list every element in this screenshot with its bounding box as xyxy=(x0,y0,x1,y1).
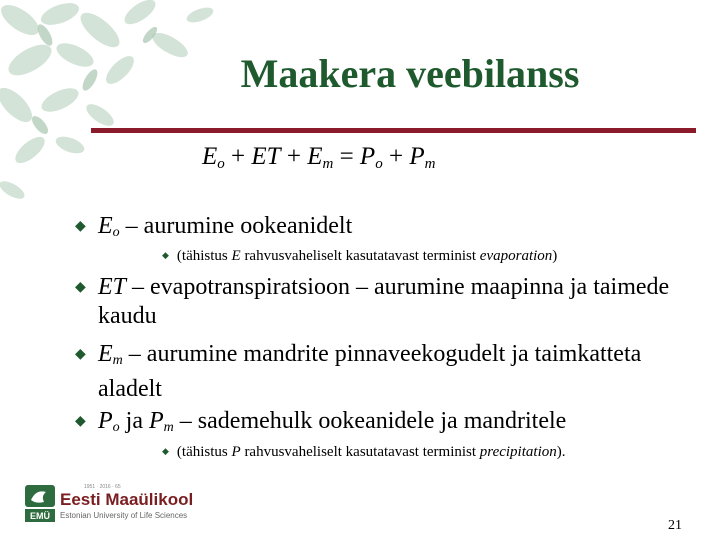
bullet-icon: ◆ xyxy=(75,219,86,234)
bullet-precipitation: ◆ $P_o$ ja $P_m$ – sademehulk ookeanidele ja mandritele xyxy=(75,408,567,435)
title-divider xyxy=(91,128,696,133)
bullet-evaporation-land: ◆ $E_m$ – aurumine mandrite pinnaveekogudelt ja taimkatteta aladelt xyxy=(75,341,642,402)
page-number: 21 xyxy=(668,518,682,533)
bullet-icon: ◆ xyxy=(75,414,86,429)
university-logo: EMÜ 1951 · 2016 · 65 Eesti Maaülikool Estonian University of Life Sciences xyxy=(24,484,224,526)
slide-title: Maakera veebilanss xyxy=(240,51,580,96)
svg-text:EMÜ: EMÜ xyxy=(30,511,50,521)
bullet-icon: ◆ xyxy=(75,280,86,295)
leaf-decoration xyxy=(0,0,250,220)
bullet-evaporation-ocean: ◆ $E_o$ – aurumine ookeanidelt xyxy=(75,213,353,240)
water-balance-equation: $E_o$ + ET + $E_m = P_o + P_m$ xyxy=(202,143,436,172)
sub-bullet-precipitation-note: ◆ (tähistus P rahvusvaheliselt kasutatavast terminist precipitation). xyxy=(162,444,566,460)
sub-bullet-evaporation-note: ◆ (tähistus E rahvusvaheliselt kasutatavast terminist evaporation) xyxy=(162,248,558,264)
bullet-icon: ◆ xyxy=(162,250,169,260)
bullet-icon: ◆ xyxy=(162,446,169,456)
bullet-icon: ◆ xyxy=(75,347,86,362)
bullet-evapotranspiration: ◆ ET – evapotranspiratsioon – aurumine maapinna ja taimede kaudu xyxy=(75,274,670,329)
university-emblem-icon xyxy=(24,484,58,524)
